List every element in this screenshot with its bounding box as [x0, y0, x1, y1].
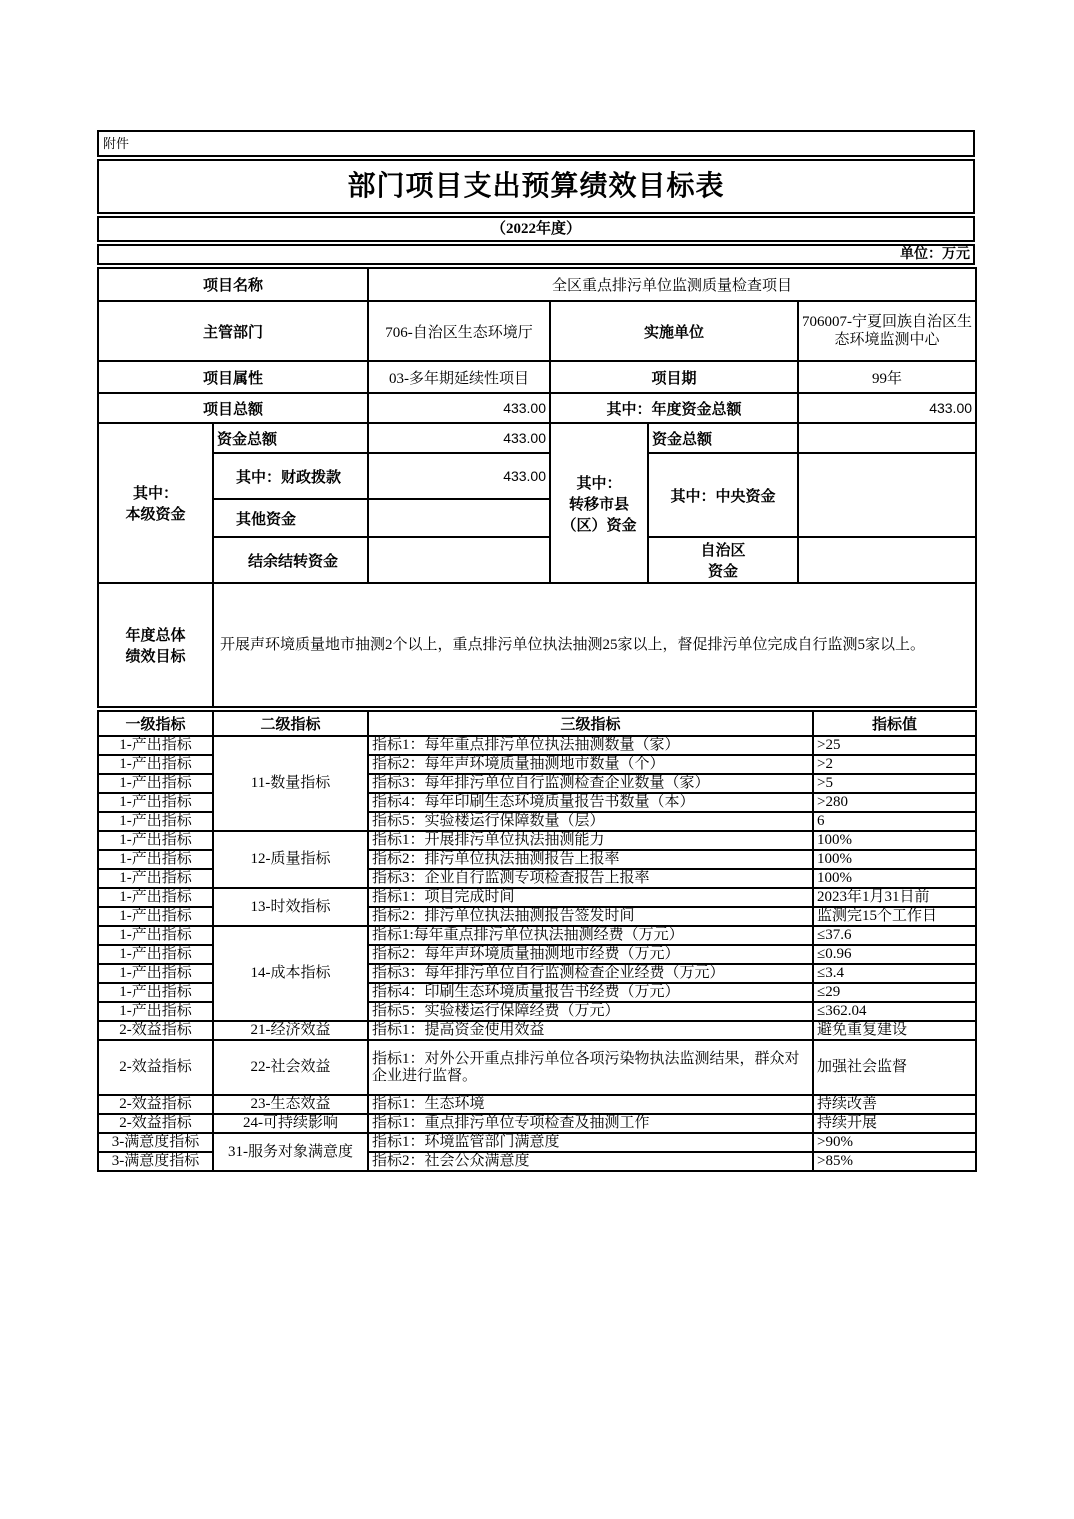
- indicators-table: [97, 710, 977, 1172]
- indicator-value-cell: ≤29: [813, 983, 976, 1002]
- attachment-label: 附件: [97, 130, 975, 157]
- region-funds-value: [798, 537, 976, 583]
- indicator-row: [98, 1095, 976, 1114]
- indicator-value-cell: ≤3.4: [813, 964, 976, 983]
- indicator-value-cell: 持续开展: [813, 1114, 976, 1133]
- indicator-value-cell: ≤362.04: [813, 1002, 976, 1021]
- header-level1: 一级指标: [98, 711, 213, 736]
- own-funds-line2: 本级资金: [125, 507, 186, 523]
- indicator-name-cell: 指标5：实验楼运行保障数量（层）: [368, 812, 813, 831]
- indicator-row: [98, 1040, 976, 1095]
- funds-total-value: 433.00: [368, 423, 550, 453]
- right-funds-total-label: 资金总额: [648, 423, 798, 453]
- project-name-value: 全区重点排污单位监测质量检查项目: [368, 268, 976, 301]
- level1-cell: 1-产出指标: [98, 907, 213, 926]
- level1-cell: 2-效益指标: [98, 1040, 213, 1095]
- annual-goal-text: 开展声环境质量地市抽测2个以上，重点排污单位执法抽测25家以上，督促排污单位完成自行监测5家以上。: [213, 583, 976, 707]
- level2-cell: 11-数量指标: [213, 736, 368, 831]
- level1-cell: 1-产出指标: [98, 964, 213, 983]
- level1-cell: 2-效益指标: [98, 1095, 213, 1114]
- own-funds-group-label: [98, 423, 213, 583]
- fiscal-appropriation-label: 其中：财政拨款: [213, 453, 368, 499]
- indicator-row: [98, 831, 976, 850]
- indicator-row: [98, 1133, 976, 1152]
- row-funds-2: [98, 453, 976, 499]
- level1-cell: 1-产出指标: [98, 736, 213, 755]
- annual-goal-label-line2: 绩效目标: [125, 649, 186, 665]
- row-dept: [98, 301, 976, 361]
- indicator-row: [98, 888, 976, 907]
- header-level3: 三级指标: [368, 711, 813, 736]
- indicator-value-cell: 100%: [813, 850, 976, 869]
- indicator-name-cell: 指标3：每年排污单位自行监测检查企业经费（万元）: [368, 964, 813, 983]
- region-funds-label: [648, 537, 798, 583]
- header-value: 指标值: [813, 711, 976, 736]
- indicator-value-cell: 100%: [813, 831, 976, 850]
- indicators-header-row: [98, 711, 976, 736]
- indicator-name-cell: 指标1:每年重点排污单位执法抽测经费（万元）: [368, 926, 813, 945]
- row-funds-4: [98, 537, 976, 583]
- level1-cell: 3-满意度指标: [98, 1152, 213, 1171]
- indicator-name-cell: 指标1：重点排污单位专项检查及抽测工作: [368, 1114, 813, 1133]
- header-level2: 二级指标: [213, 711, 368, 736]
- indicator-value-cell: >280: [813, 793, 976, 812]
- page-title: 部门项目支出预算绩效目标表: [97, 159, 975, 214]
- indicator-name-cell: 指标2：每年声环境质量抽测地市经费（万元）: [368, 945, 813, 964]
- total-label: 项目总额: [98, 393, 368, 423]
- transfer-funds-group-label: [550, 423, 648, 583]
- project-info-table: [97, 267, 977, 708]
- indicator-name-cell: 指标3：企业自行监测专项检查报告上报率: [368, 869, 813, 888]
- level1-cell: 1-产出指标: [98, 888, 213, 907]
- central-funds-label: 其中：中央资金: [648, 453, 798, 537]
- indicator-name-cell: 指标1：生态环境: [368, 1095, 813, 1114]
- indicator-row: [98, 1021, 976, 1040]
- level1-cell: 1-产出指标: [98, 869, 213, 888]
- indicator-name-cell: 指标1：环境监管部门满意度: [368, 1133, 813, 1152]
- indicator-value-cell: 监测完15个工作日: [813, 907, 976, 926]
- level1-cell: 1-产出指标: [98, 831, 213, 850]
- row-attr: [98, 361, 976, 393]
- indicator-value-cell: 100%: [813, 869, 976, 888]
- attr-label: 项目属性: [98, 361, 368, 393]
- fiscal-appropriation-value: 433.00: [368, 453, 550, 499]
- level1-cell: 1-产出指标: [98, 774, 213, 793]
- period-value: 99年: [798, 361, 976, 393]
- indicator-value-cell: 持续改善: [813, 1095, 976, 1114]
- level1-cell: 2-效益指标: [98, 1114, 213, 1133]
- impl-label: 实施单位: [550, 301, 798, 361]
- level1-cell: 1-产出指标: [98, 926, 213, 945]
- transfer-line3: （区）资金: [561, 517, 637, 534]
- indicator-name-cell: 指标5：实验楼运行保障经费（万元）: [368, 1002, 813, 1021]
- level1-cell: 2-效益指标: [98, 1021, 213, 1040]
- indicator-name-cell: 指标2：社会公众满意度: [368, 1152, 813, 1171]
- other-funds-label: 其他资金: [213, 499, 368, 537]
- level1-cell: 1-产出指标: [98, 755, 213, 774]
- indicator-value-cell: 加强社会监督: [813, 1040, 976, 1095]
- level2-cell: 21-经济效益: [213, 1021, 368, 1040]
- central-funds-value: [798, 453, 976, 537]
- level2-cell: 12-质量指标: [213, 831, 368, 888]
- indicator-name-cell: 指标1：对外公开重点排污单位各项污染物执法监测结果，群众对企业进行监督。: [368, 1040, 813, 1095]
- indicator-value-cell: >90%: [813, 1133, 976, 1152]
- indicator-value-cell: >2: [813, 755, 976, 774]
- level1-cell: 1-产出指标: [98, 945, 213, 964]
- level1-cell: 1-产出指标: [98, 983, 213, 1002]
- sheet: [97, 130, 975, 1174]
- region-funds-line2: 资金: [708, 564, 739, 580]
- indicator-value-cell: >25: [813, 736, 976, 755]
- right-funds-total-value: [798, 423, 976, 453]
- indicator-name-cell: 指标2：排污单位执法抽测报告签发时间: [368, 907, 813, 926]
- indicator-row: [98, 736, 976, 755]
- annual-goal-label: [98, 583, 213, 707]
- indicator-name-cell: 指标1：每年重点排污单位执法抽测数量（家）: [368, 736, 813, 755]
- row-project-name: [98, 268, 976, 301]
- indicator-name-cell: 指标1：提高资金使用效益: [368, 1021, 813, 1040]
- indicator-value-cell: ≤37.6: [813, 926, 976, 945]
- indicator-name-cell: 指标1：开展排污单位执法抽测能力: [368, 831, 813, 850]
- indicator-row: [98, 1114, 976, 1133]
- indicator-name-cell: 指标2：排污单位执法抽测报告上报率: [368, 850, 813, 869]
- indicator-value-cell: 避免重复建设: [813, 1021, 976, 1040]
- unit-note: 单位：万元: [97, 244, 975, 265]
- indicator-name-cell: 指标1：项目完成时间: [368, 888, 813, 907]
- level1-cell: 1-产出指标: [98, 812, 213, 831]
- funds-total-label: 资金总额: [213, 423, 368, 453]
- page-subtitle: （2022年度）: [97, 216, 975, 242]
- indicator-value-cell: ≤0.96: [813, 945, 976, 964]
- other-funds-value: [368, 499, 550, 537]
- own-funds-line1: 其中：: [132, 486, 178, 502]
- attr-value: 03-多年期延续性项目: [368, 361, 550, 393]
- level1-cell: 1-产出指标: [98, 850, 213, 869]
- region-funds-line1: 自治区: [700, 543, 746, 559]
- transfer-line1: 其中：: [576, 475, 622, 492]
- level2-cell: 31-服务对象满意度: [213, 1133, 368, 1171]
- indicator-value-cell: 6: [813, 812, 976, 831]
- dept-value: 706-自治区生态环境厅: [368, 301, 550, 361]
- row-total: [98, 393, 976, 423]
- level1-cell: 1-产出指标: [98, 1002, 213, 1021]
- carryover-funds-label: 结余结转资金: [213, 537, 368, 583]
- level2-cell: 22-社会效益: [213, 1040, 368, 1095]
- impl-value: 706007-宁夏回族自治区生态环境监测中心: [798, 301, 976, 361]
- row-funds-1: [98, 423, 976, 453]
- dept-label: 主管部门: [98, 301, 368, 361]
- total-value: 433.00: [368, 393, 550, 423]
- level2-cell: 14-成本指标: [213, 926, 368, 1021]
- indicator-name-cell: 指标4：印刷生态环境质量报告书经费（万元）: [368, 983, 813, 1002]
- annual-goal-label-line1: 年度总体: [125, 628, 186, 644]
- level1-cell: 3-满意度指标: [98, 1133, 213, 1152]
- level1-cell: 1-产出指标: [98, 793, 213, 812]
- indicator-value-cell: 2023年1月31日前: [813, 888, 976, 907]
- transfer-line2: 转移市县: [569, 496, 630, 513]
- carryover-funds-value: [368, 537, 550, 583]
- row-annual-goal: [98, 583, 976, 707]
- level2-cell: 23-生态效益: [213, 1095, 368, 1114]
- project-name-label: 项目名称: [98, 268, 368, 301]
- indicator-name-cell: 指标3：每年排污单位自行监测检查企业数量（家）: [368, 774, 813, 793]
- annual-total-value: 433.00: [798, 393, 976, 423]
- level2-cell: 24-可持续影响: [213, 1114, 368, 1133]
- indicator-value-cell: >85%: [813, 1152, 976, 1171]
- indicator-value-cell: >5: [813, 774, 976, 793]
- indicator-row: [98, 926, 976, 945]
- indicator-name-cell: 指标2：每年声环境质量抽测地市数量（个）: [368, 755, 813, 774]
- annual-total-label: 其中：年度资金总额: [550, 393, 798, 423]
- level2-cell: 13-时效指标: [213, 888, 368, 926]
- period-label: 项目期: [550, 361, 798, 393]
- indicator-name-cell: 指标4：每年印刷生态环境质量报告书数量（本）: [368, 793, 813, 812]
